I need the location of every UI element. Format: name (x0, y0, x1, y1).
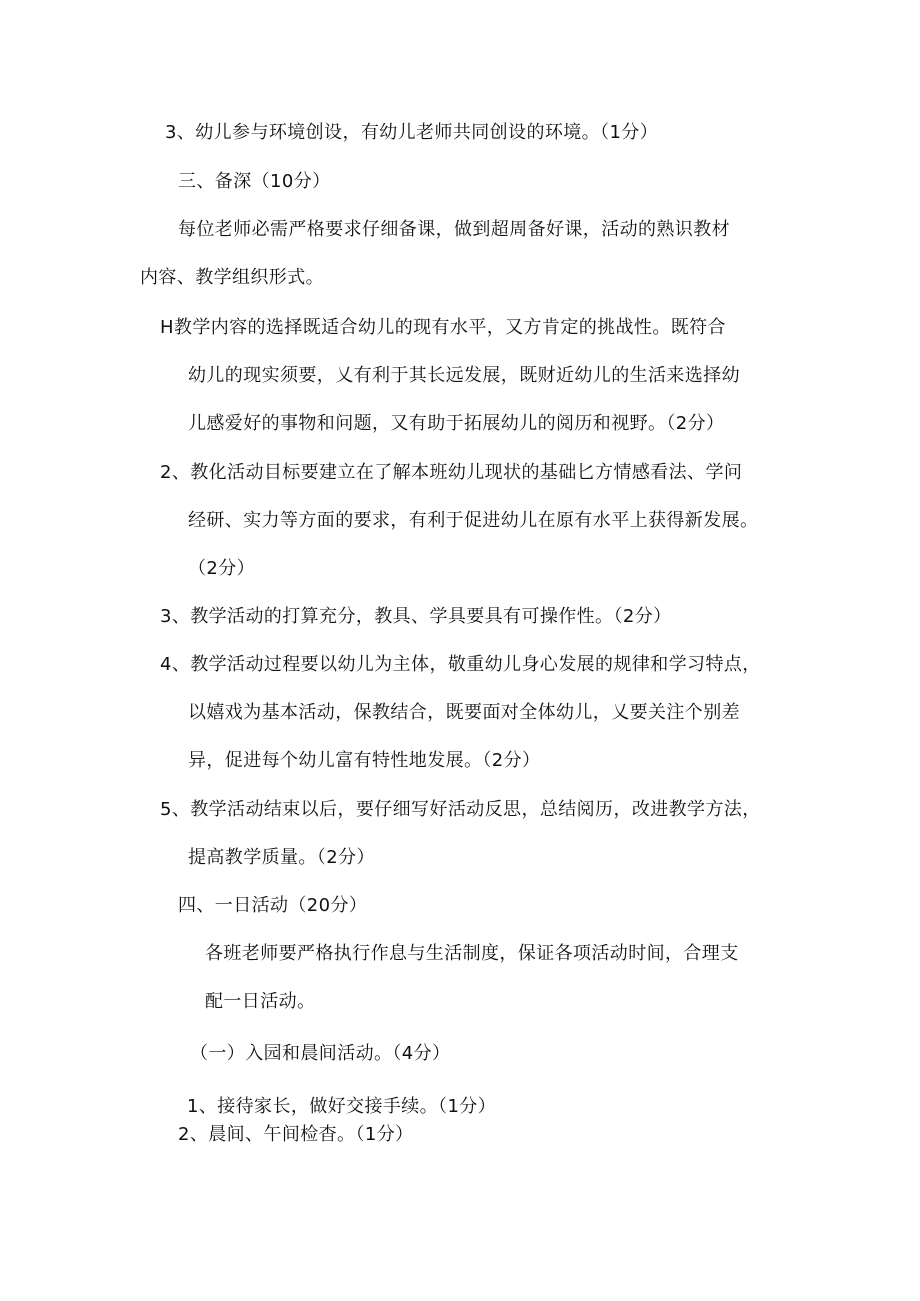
text-line: H教学内容的选择既适合幼儿的现有水平，又方肯定的挑战性。既符合 (160, 317, 726, 338)
section-heading: 三、备深（10分） (178, 171, 331, 192)
section-heading: 四、一日活动（20分） (178, 895, 368, 916)
text-line: 异，促进每个幼儿富有特性地发展。（2分） (188, 750, 541, 771)
text-line: 儿感爱好的事物和问题，又有助于拓展幼儿的阅历和视野。（2分） (188, 413, 725, 434)
text-line: 提高教学质量。（2分） (188, 847, 375, 868)
text-line: （2分） (188, 558, 256, 579)
text-line: 幼儿的现实须要，乂有利于其长远发展，既财近幼儿的生活来选择幼 (188, 365, 740, 386)
text-line: 5、教学活动结束以后，要仔细写好活动反思，总结阅历，改进教学方法， (160, 799, 761, 820)
text-line: 每位老师必需严格要求仔细备课，做到超周备好课，活动的熟识教材 (178, 219, 730, 240)
text-line: 配一日活动。 (205, 991, 316, 1012)
text-line: 各班老师要严格执行作息与生活制度，保证各项活动时间，合理支 (205, 943, 739, 964)
text-line: 内容、教学组织形式。 (140, 267, 324, 288)
text-line: 以嬉戏为基本活动，保教结合，既要面对全体幼儿，乂要关注个别差 (188, 702, 740, 723)
subsection-heading: （一）入园和晨间活动。（4分） (190, 1043, 451, 1064)
text-line: 3、教学活动的打算充分，教具、学具要具有可操作性。（2分） (160, 606, 672, 627)
text-line: 经研、实力等方面的要求，有利于促进幼儿在原有水平上获得新发展。 (188, 510, 759, 531)
text-line: 3、幼儿参与环境创设，有幼儿老师共同创设的环境。（1分） (165, 122, 659, 143)
text-line: 4、教学活动过程要以幼儿为主体，敬重幼儿身心发展的规律和学习特点， (160, 654, 761, 675)
text-line: 1、接待家长，做好交接手续。（1分） (187, 1096, 497, 1117)
text-line: 2、晨间、午间检杳。（1分） (178, 1124, 414, 1145)
text-line: 2、教化活动目标要建立在了解本班幼儿现状的基础匕方情感看法、学问 (160, 462, 743, 483)
